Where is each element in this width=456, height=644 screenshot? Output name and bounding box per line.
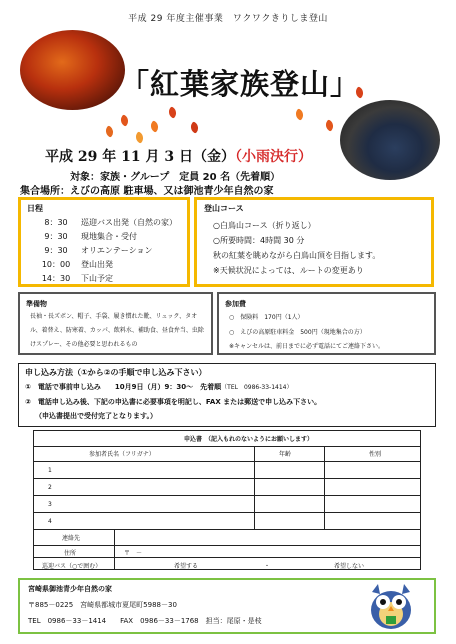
lake-landscape-photo: [340, 100, 440, 180]
leaf-icon: [148, 120, 161, 133]
fee-box: [217, 292, 436, 355]
fee-line: ○ 保険料 170円（1人）: [229, 314, 304, 321]
contact-label: 連絡先: [62, 535, 81, 542]
schedule-row: 10：00 登山出発: [41, 260, 113, 269]
application-heading: 申し込み方法（①から②の手順で申し込み下さい）: [25, 368, 207, 377]
organizer-name: 宮崎県御池青少年自然の家: [28, 585, 112, 593]
fee-line: ※キャンセルは、前日までに必ず電話にてご連絡下さい。: [229, 343, 385, 350]
col-age-header: 年齢: [279, 451, 292, 458]
application-box: [18, 363, 436, 427]
course-box: [194, 197, 434, 287]
meeting-place: 集合場所：えびの高原 駐車場、又は御池青少年自然の家: [20, 186, 274, 197]
application-step-2: ② 電話申し込み後、下記の申込書に必要事項を明記し、FAX または郵送で申し込み下さい。: [25, 398, 322, 406]
owl-mascot-icon: [362, 580, 420, 632]
course-line: ※天候状況によっては、ルートの変更あり: [213, 266, 364, 275]
form-title: 申込書 （記入もれのないようにお願いします）: [184, 436, 314, 443]
event-date: [45, 146, 312, 166]
postal-code-field[interactable]: 〒 －: [124, 550, 143, 557]
shuttle-bus-separator: ・: [264, 563, 271, 570]
application-note: （申込書提出で受付完了となります。）: [35, 412, 157, 420]
participant-row-number: 3: [48, 501, 52, 508]
schedule-row: 8：30 巡迎バス出発（自然の家）: [44, 218, 177, 227]
organizer-contact: TEL 0986－33－1414 FAX 0986－33－1768 担当：尾原・是枝: [28, 617, 262, 625]
leaf-icon: [103, 125, 116, 138]
event-series-line: 平成 29 年度主催事業 ワクワクきりしま登山: [128, 14, 328, 24]
gear-list: 長袖・長ズボン、帽子、手袋、履き慣れた靴、リュック、タオル、着替え、防寒着、カッパ、飲料水、補助食、昼食弁当、虫除けスプレー、その他必要と思われるもの: [30, 313, 204, 348]
phone-number: （TEL 0986-33-1414）: [221, 384, 293, 391]
shuttle-bus-label: 巡迎バス（○で囲む）: [42, 563, 102, 570]
col-sex-header: 性別: [369, 451, 382, 458]
date-text: 平成 29 年 11 月 3 日（金）: [45, 149, 235, 165]
schedule-row: 9：30 オリエンテーション: [44, 246, 153, 255]
fee-heading: 参加費: [225, 300, 246, 308]
shuttle-bus-no[interactable]: 希望しない: [334, 563, 365, 570]
leaf-icon: [323, 119, 336, 132]
target-capacity: 対象：家族・グループ 定員 20 名（先着順）: [70, 172, 281, 183]
organizer-address: 〒885－0225 宮崎県都城市夏尾町5988－30: [28, 601, 177, 609]
address-label: 住所: [64, 550, 77, 557]
schedule-heading: 日程: [27, 204, 43, 213]
leaf-icon: [133, 131, 146, 144]
leaf-icon: [188, 121, 201, 134]
participant-row-number: 4: [48, 518, 52, 525]
main-title: 「紅葉家族登山」: [119, 67, 360, 101]
gear-box: [18, 292, 213, 355]
gear-heading: 準備物: [26, 300, 47, 308]
course-heading: 登山コース: [204, 204, 244, 213]
col-name-header: 参加者氏名（フリガナ）: [89, 451, 155, 458]
schedule-box: [18, 197, 190, 287]
leaf-icon: [118, 114, 131, 127]
shuttle-bus-yes[interactable]: 希望する: [174, 563, 199, 570]
application-step-1: ① 電話で事前申し込み 10月9日（月）9：30～ 先着順（TEL 0986-33-1414）: [25, 383, 293, 391]
application-form: [33, 430, 421, 570]
schedule-row: 14：30 下山予定: [41, 274, 113, 283]
course-line: 秋の紅葉を眺めながら白鳥山頂を目指します。: [213, 251, 381, 260]
participant-row-number: 2: [48, 484, 52, 491]
course-line: ○所要時間：4時間 30 分: [213, 236, 305, 245]
participant-row-number: 1: [48, 467, 52, 474]
fee-line: ○ えびの高原駐車料金 500円（現地集合の方）: [229, 329, 366, 336]
leaf-icon: [293, 108, 306, 121]
rain-note: （小雨決行）: [234, 149, 312, 165]
course-line: ○白鳥山コース（折り返し）: [213, 221, 316, 230]
leaf-icon: [166, 106, 179, 119]
schedule-row: 9：30 現地集合・受付: [44, 232, 137, 241]
